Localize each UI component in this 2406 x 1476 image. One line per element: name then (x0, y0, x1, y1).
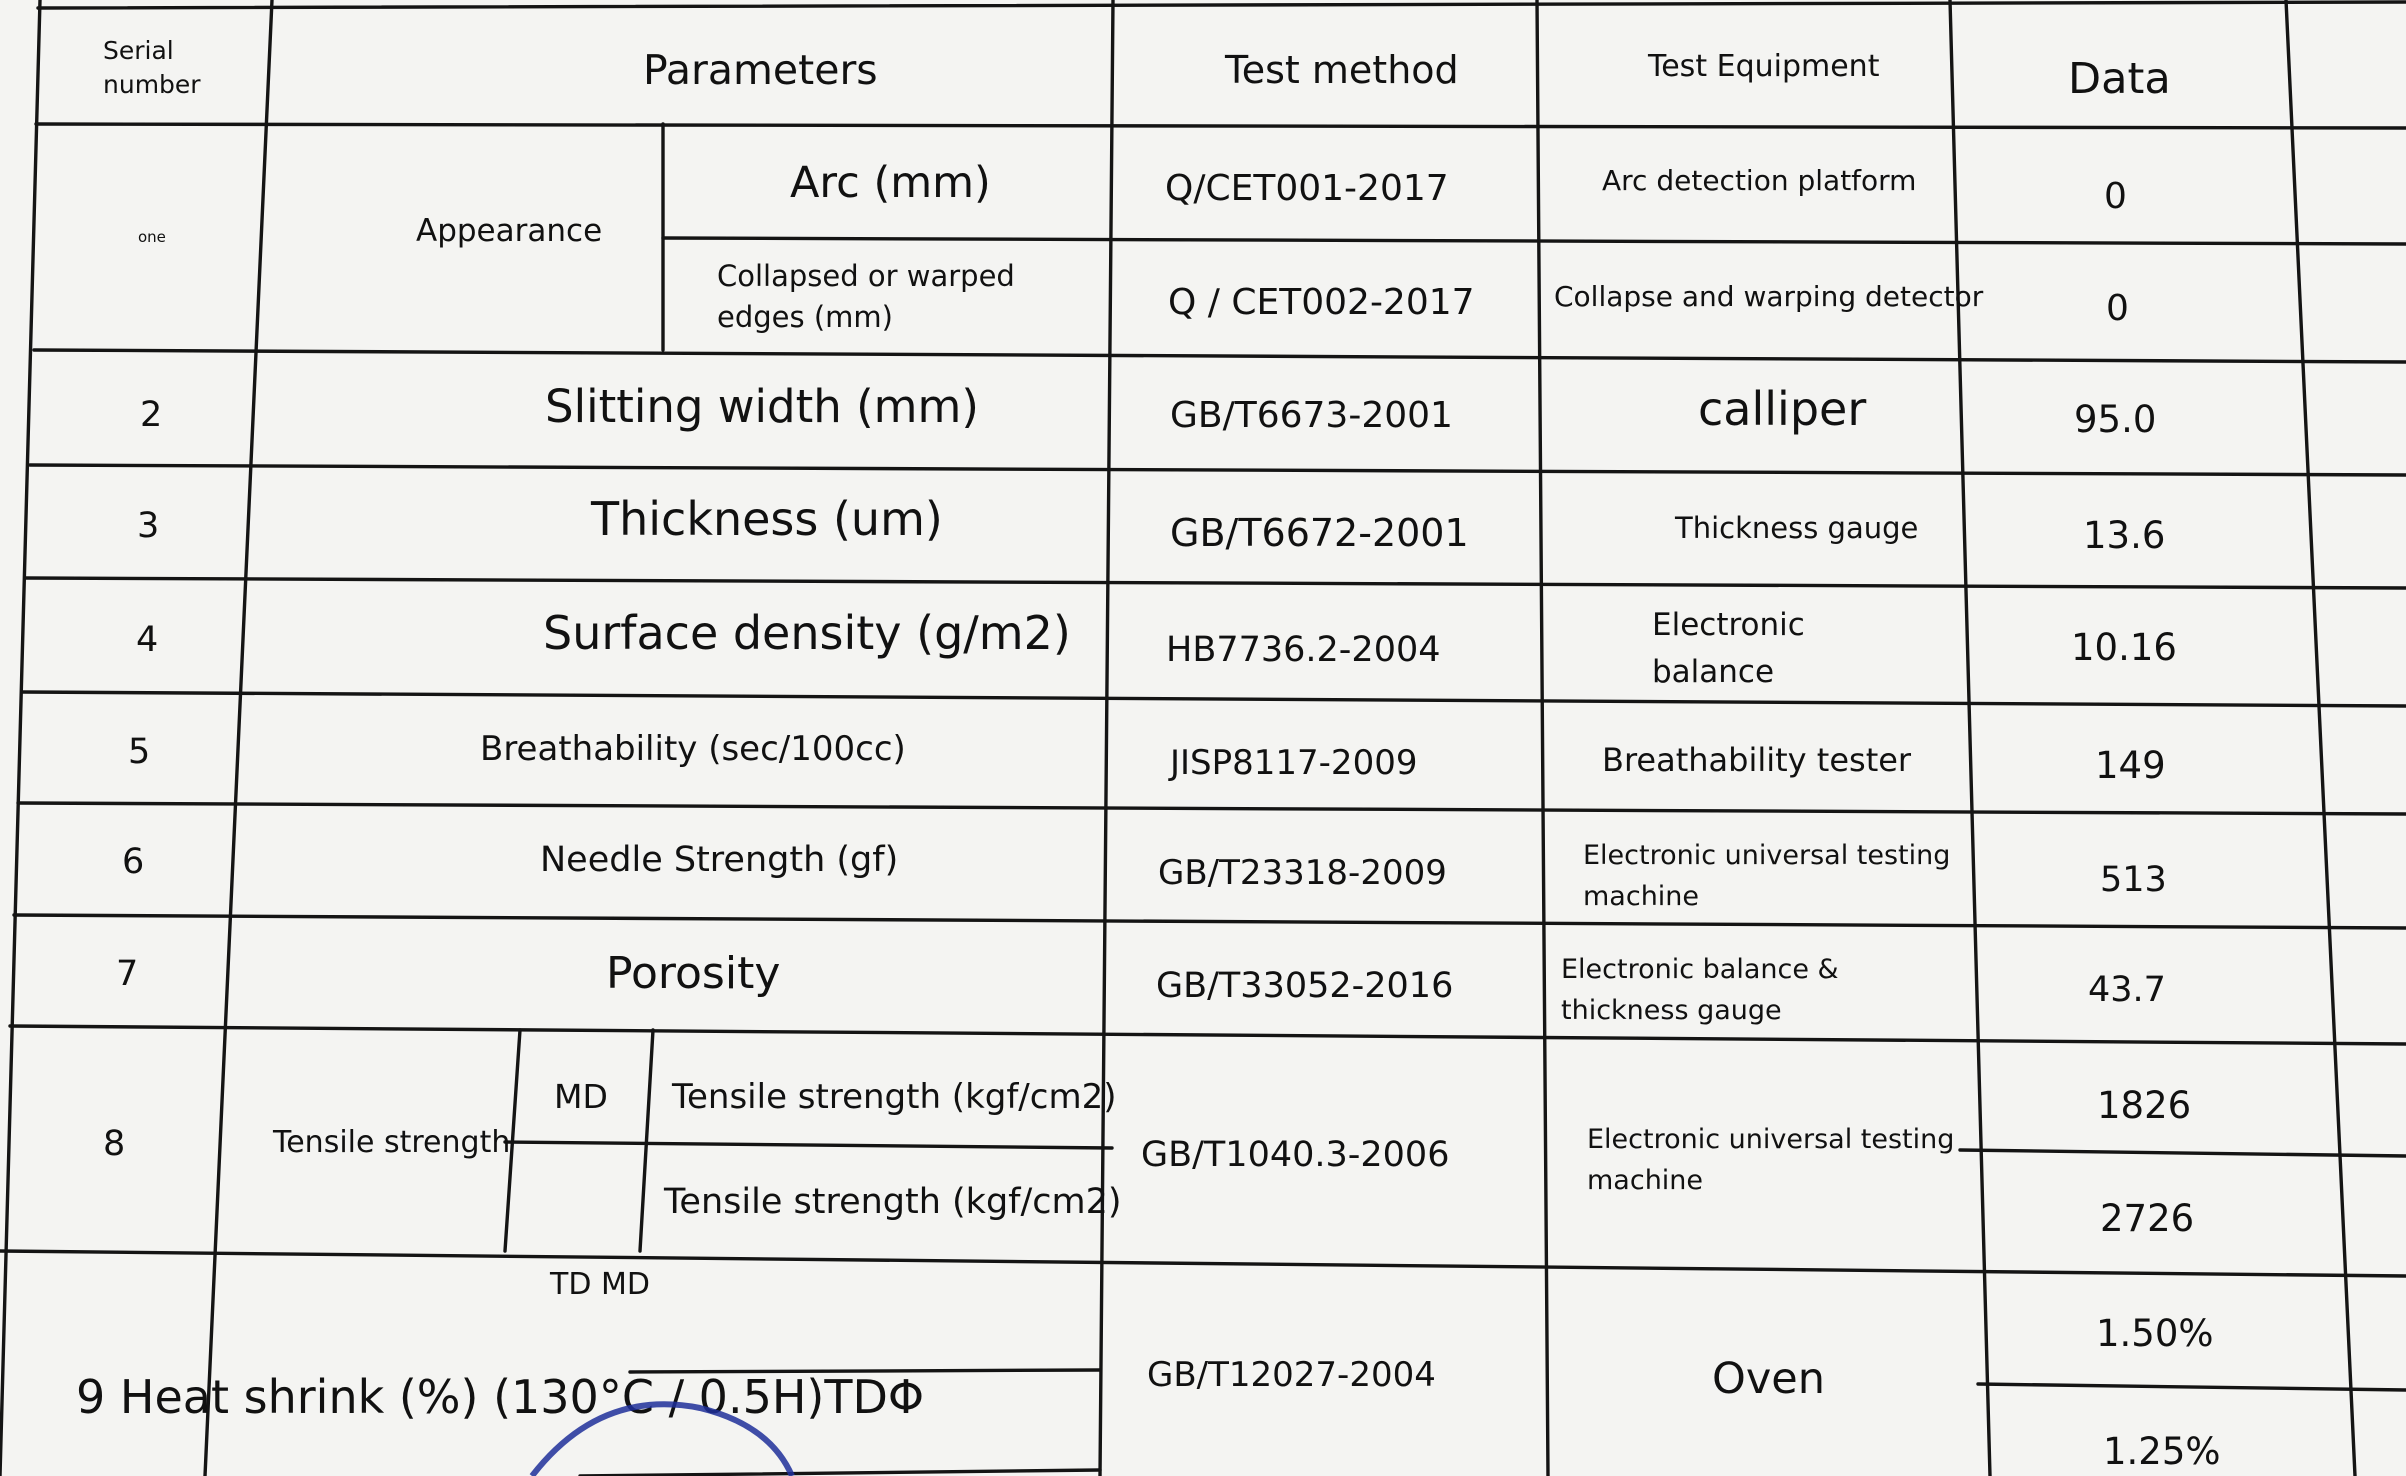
row1-serial: one (138, 228, 166, 246)
row3-serial: 3 (137, 506, 160, 546)
row9-td-md-label: TD MD (550, 1267, 650, 1302)
row5-method: JISP8117-2009 (1170, 743, 1418, 783)
header-serial-number: Serial number (103, 36, 201, 99)
row4-method: HB7736.2-2004 (1166, 630, 1441, 670)
header-test-equipment: Test Equipment (1648, 49, 1880, 84)
row8-equipment: Electronic universal testing machine (1587, 1124, 1955, 1196)
header-data: Data (2068, 54, 2171, 104)
row3-value: 13.6 (2083, 514, 2166, 557)
row9-method: GB/T12027-2004 (1147, 1355, 1436, 1395)
row1-parameter: Appearance (416, 213, 603, 249)
row1-sub2-value: 0 (2106, 288, 2129, 329)
row3-equipment: Thickness gauge (1675, 511, 1919, 545)
row5-serial: 5 (128, 732, 151, 772)
row5-parameter: Breathability (sec/100cc) (480, 729, 906, 769)
row7-serial: 7 (116, 954, 139, 994)
row7-method: GB/T33052-2016 (1156, 966, 1454, 1006)
row3-parameter: Thickness (um) (591, 492, 943, 546)
row8-method: GB/T1040.3-2006 (1141, 1135, 1450, 1175)
row4-serial: 4 (136, 620, 159, 660)
header-test-method: Test method (1225, 48, 1459, 92)
row6-equipment: Electronic universal testing machine (1583, 840, 1951, 912)
row2-value: 95.0 (2074, 398, 2157, 441)
row6-method: GB/T23318-2009 (1158, 853, 1447, 893)
row2-serial: 2 (140, 395, 163, 435)
row1-sub2-equipment: Collapse and warping detector (1554, 280, 1984, 313)
row7-value: 43.7 (2088, 970, 2166, 1010)
row1-sub1-value: 0 (2104, 176, 2127, 217)
row1-sub1-parameter: Arc (mm) (790, 158, 991, 208)
row4-value: 10.16 (2071, 626, 2177, 669)
row7-equipment: Electronic balance & thickness gauge (1561, 954, 1839, 1026)
row5-value: 149 (2095, 744, 2166, 787)
row8-sub1-parameter: Tensile strength (kgf/cm2) (672, 1077, 1117, 1117)
row1-sub1-method: Q/CET001-2017 (1165, 168, 1449, 209)
row5-equipment: Breathability tester (1602, 741, 1912, 779)
row6-value: 513 (2100, 860, 2167, 900)
row1-sub1-equipment: Arc detection platform (1602, 164, 1917, 197)
row6-serial: 6 (122, 842, 145, 882)
row8-value1: 1826 (2097, 1084, 2192, 1127)
row9-value1: 1.50% (2096, 1312, 2214, 1355)
row4-equipment: Electronic balance (1652, 607, 1805, 690)
row1-sub2-parameter: Collapsed or warped edges (mm) (717, 259, 1015, 335)
row7-parameter: Porosity (606, 948, 781, 999)
row8-value2: 2726 (2100, 1197, 2195, 1240)
row8-sub2-parameter: Tensile strength (kgf/cm2) (664, 1182, 1122, 1222)
row1-sub2-method: Q / CET002-2017 (1168, 282, 1475, 323)
row3-method: GB/T6672-2001 (1170, 511, 1469, 555)
row8-serial: 8 (103, 1124, 126, 1164)
row2-parameter: Slitting width (mm) (545, 380, 979, 433)
row8-md-label: MD (554, 1077, 608, 1116)
row9-heat-shrink-label: 9 Heat shrink (%) (130°C / 0.5H)TDΦ (76, 1370, 925, 1424)
row6-parameter: Needle Strength (gf) (540, 840, 899, 880)
row8-parameter: Tensile strength (273, 1125, 511, 1160)
row2-method: GB/T6673-2001 (1170, 395, 1453, 436)
row4-parameter: Surface density (g/m2) (543, 606, 1071, 660)
row9-value2: 1.25% (2103, 1430, 2221, 1473)
row9-equipment: Oven (1712, 1354, 1826, 1404)
row2-equipment: calliper (1698, 382, 1867, 436)
header-parameters: Parameters (643, 46, 878, 94)
